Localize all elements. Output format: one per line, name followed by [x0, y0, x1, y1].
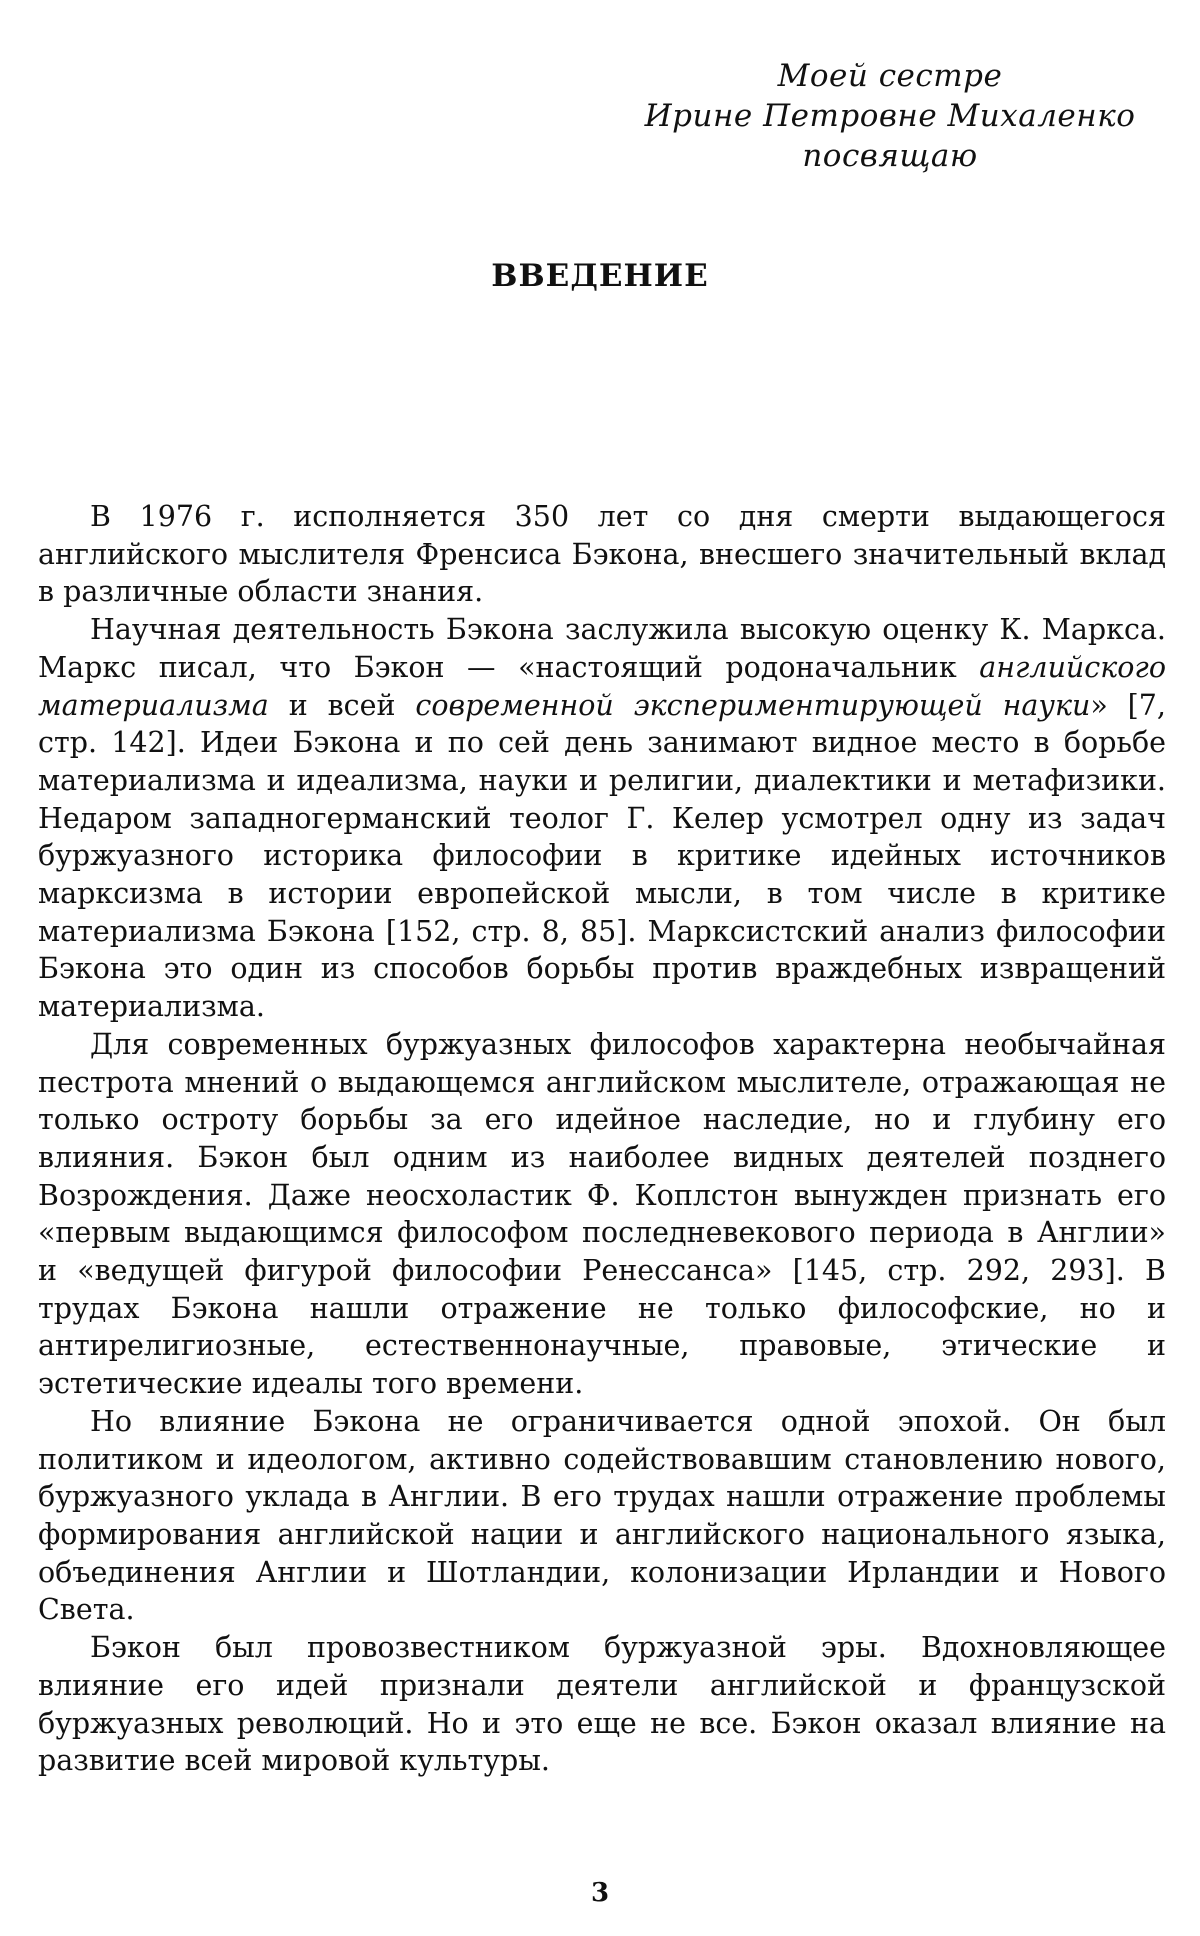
paragraph: Бэкон был провозвестником буржуазной эры. Вдохновляющее влияние его идей признали деятели английской и французской буржуазных революций. Но и это еще не все. Бэкон оказал влияние на развитие всей мировой культуры.: [38, 1631, 1166, 1778]
quote-emphasis: современной экспериментирующей науки: [415, 688, 1091, 722]
paragraph-text: и всей: [268, 688, 416, 722]
body-text: [38, 498, 1166, 1780]
paragraph: Для современных буржуазных философов характерна необычайная пестрота мнений о выдающемся английском мыслителе, отражающая не только остроту борьбы за его идейное наследие, но и глубину его влияния. Бэкон был одним из наиболее видных деятелей позднего Возрождения. Даже неосхоластик Ф. Коплстон вынужден признать его «первым выдающимся философом последневекового периода в Англии» и «ведущей фигурой философии Ренессанса» [145, стр. 292, 293]. В трудах Бэкона нашли отражение не только философские, но и антирелигиозные, естественнонаучные, правовые, этические и эстетические идеалы того времени.: [38, 1027, 1166, 1401]
paragraph-text: » [7, стр. 142]. Идеи Бэкона и по сей день занимают видное место в борьбе материализма и идеализма, науки и религии, диалектики и метафизики. Недаром западногерманский теолог Г. Келер усмотрел одну из задач буржуазного историка философии в критике идейных источников марксизма в истории европейской мысли, в том числе в критике материализма Бэкона [152, стр. 8, 85]. Марксистский анализ философии Бэкона это один из способов борьбы против враждебных извращений материализма.: [38, 688, 1166, 1024]
dedication: [620, 56, 1160, 176]
paragraph: [38, 611, 1166, 1026]
dedication-line: посвящаю: [802, 138, 978, 174]
paragraph-text: Научная деятельность Бэкона заслужила высокую оценку К. Маркса. Маркс писал, что Бэкон — «настоящий родоначальник: [38, 613, 1166, 684]
paragraph: В 1976 г. исполняется 350 лет со дня смерти выдающегося английского мыслителя Френсиса Бэкона, внесшего значительный вклад в различные области знания.: [38, 500, 1166, 609]
dedication-line: Моей сестре: [777, 58, 1003, 94]
quote-emphasis: английского материализма: [38, 650, 1166, 722]
paragraph: Но влияние Бэкона не ограничивается одной эпохой. Он был политиком и идеологом, активно содействовавшим становлению нового, буржуазного уклада в Англии. В его трудах нашли отражение проблемы формирования английской нации и английского национального языка, объединения Англии и Шотландии, колонизации Ирландии и Нового Света.: [38, 1404, 1166, 1627]
page-number: 3: [590, 1878, 610, 1908]
dedication-line: Ирине Петровне Михаленко: [644, 98, 1136, 134]
chapter-title: ВВЕДЕНИЕ: [491, 258, 709, 294]
